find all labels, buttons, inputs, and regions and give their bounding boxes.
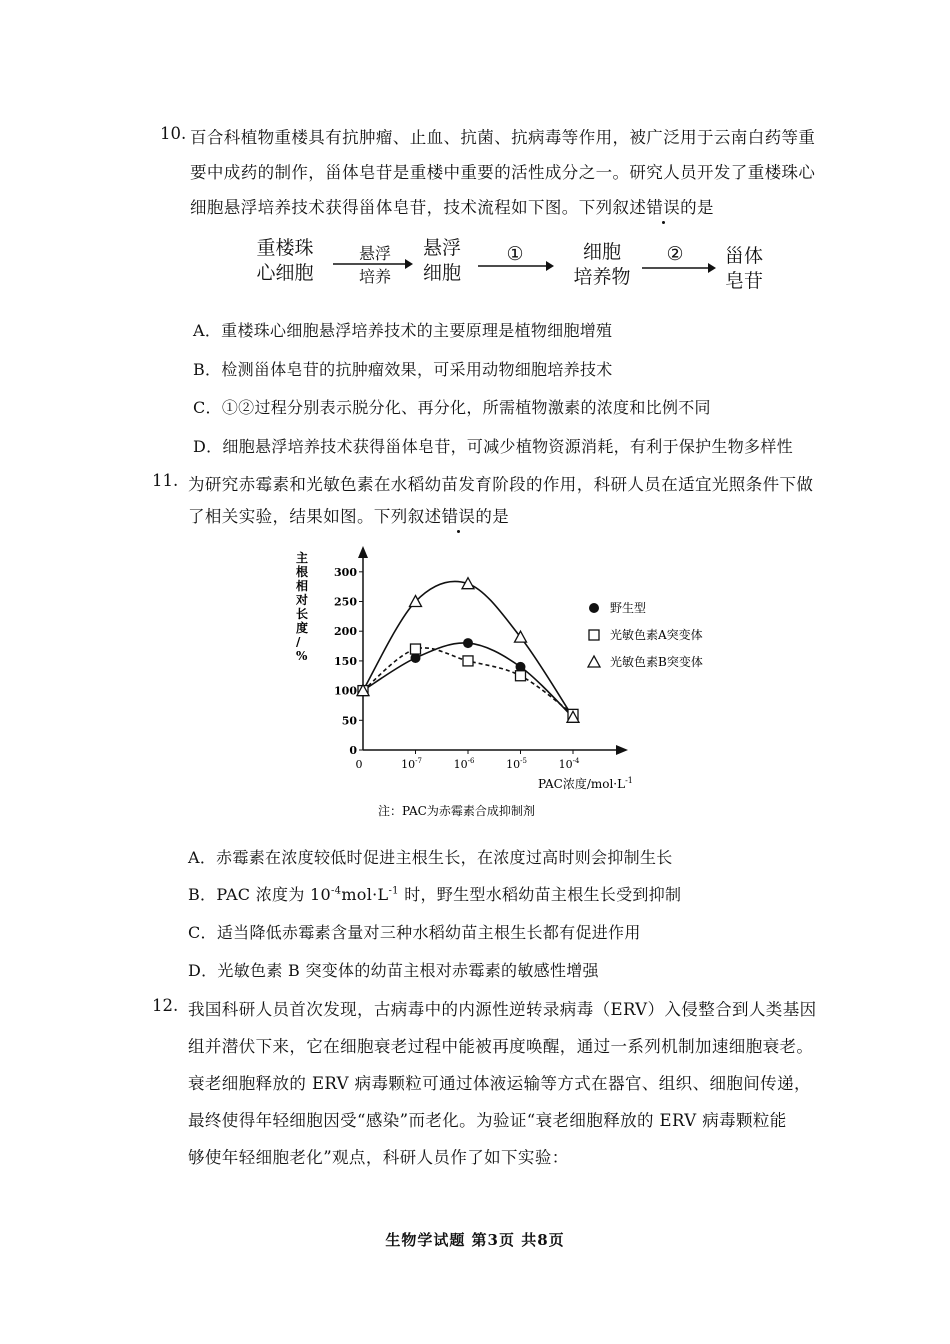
q11-option-d: D．光敏色素 B 突变体的幼苗主根对赤霉素的敏感性增强 bbox=[188, 961, 599, 980]
q10-option-a: A．重楼珠心细胞悬浮培养技术的主要原理是植物细胞增殖 bbox=[193, 321, 613, 340]
chart-y-label bbox=[295, 550, 308, 663]
flow-node-2-line2: 细胞 bbox=[422, 262, 461, 284]
series-line bbox=[363, 581, 573, 717]
data-point bbox=[463, 656, 473, 666]
flow-node-3-line1: 细胞 bbox=[582, 241, 621, 263]
flow-arrow-3-label: ② bbox=[666, 243, 684, 265]
chart-x-label: PAC浓度$/mol\cdot L^{-1}$ bbox=[538, 776, 633, 791]
q11-line-1: 为研究赤霉素和光敏色素在水稻幼苗发育阶段的作用，科研人员在适宜光照条件下做 bbox=[188, 475, 814, 494]
flow-node-3 bbox=[562, 240, 642, 290]
q11-option-a: A．赤霉素在浓度较低时促进主根生长，在浓度过高时则会抑制生长 bbox=[188, 848, 673, 867]
q10-number: 10. bbox=[160, 124, 187, 143]
data-point bbox=[516, 671, 526, 681]
data-point bbox=[411, 644, 421, 654]
flow-arrow-2-label: ① bbox=[506, 243, 524, 265]
q10-option-c: C．①②过程分别表示脱分化、再分化，所需植物激素的浓度和比例不同 bbox=[193, 398, 711, 417]
flow-node-2-line1: 悬浮 bbox=[422, 237, 461, 259]
q10-emphasis: 错误 bbox=[646, 198, 681, 217]
x-tick-label: 0 bbox=[355, 758, 363, 771]
q12-line-5: 够使年轻细胞老化”观点，科研人员作了如下实验： bbox=[188, 1148, 569, 1167]
page-footer: 生物学试题 第3页 共8页 bbox=[385, 1231, 565, 1249]
root-length-chart bbox=[290, 540, 750, 830]
legend-label: 光敏色素B突变体 bbox=[610, 655, 703, 669]
chart-x-label-sup: -1 bbox=[625, 776, 633, 785]
q11-option-b-mid: mol·L bbox=[341, 885, 389, 904]
q11-option-c: C．适当降低赤霉素含量对三种水稻幼苗主根生长都有促进作用 bbox=[188, 923, 641, 942]
flow-arrow-1-bottom: 培养 bbox=[358, 267, 391, 286]
q10-option-b: B．检测甾体皂苷的抗肿瘤效果，可采用动物细胞培养技术 bbox=[193, 360, 613, 379]
q12-number: 12. bbox=[152, 996, 179, 1015]
flow-node-4-line1: 甾体 bbox=[724, 245, 763, 267]
legend-marker bbox=[589, 630, 599, 640]
legend-marker bbox=[588, 656, 600, 667]
flow-arrow-1 bbox=[333, 258, 413, 270]
x-tick-label: $10^{-6}$ bbox=[453, 757, 475, 771]
flow-node-1-line1: 重楼珠 bbox=[256, 237, 314, 259]
q11-option-b-pre: B．PAC 浓度为 10 bbox=[188, 885, 331, 904]
q11-line-2-text: 了相关实验，结果如图。下列叙述 bbox=[188, 507, 442, 526]
flow-arrow-3 bbox=[642, 262, 716, 274]
q11-option-b-post: 时，野生型水稻幼苗主根生长受到抑制 bbox=[398, 885, 682, 904]
q10-line-3-text: 细胞悬浮培养技术获得甾体皂苷，技术流程如下图。下列叙述 bbox=[190, 198, 647, 217]
x-tick-label: $10^{-5}$ bbox=[506, 757, 527, 771]
flow-arrow-1-top: 悬浮 bbox=[358, 244, 391, 263]
x-tick-label: $10^{-7}$ bbox=[401, 757, 422, 771]
flow-node-1 bbox=[250, 236, 320, 286]
q10-line-3 bbox=[190, 194, 714, 218]
q11-number: 11. bbox=[152, 471, 179, 490]
flow-node-3-line2: 培养物 bbox=[573, 266, 631, 288]
flow-arrow-2 bbox=[478, 260, 554, 272]
y-axis-arrow bbox=[358, 546, 368, 558]
legend-label: 野生型 bbox=[610, 601, 647, 615]
flow-node-2 bbox=[416, 236, 468, 286]
y-tick-label: 150 bbox=[334, 654, 357, 668]
legend-marker bbox=[589, 603, 599, 613]
data-point bbox=[463, 638, 473, 648]
y-tick-label: 300 bbox=[334, 565, 357, 579]
y-tick-label: 0 bbox=[349, 744, 357, 757]
q11-option-b-sup2: -1 bbox=[388, 885, 399, 897]
flow-node-4-line2: 皂苷 bbox=[724, 270, 763, 292]
chart-note: 注：PAC为赤霉素合成抑制剂 bbox=[378, 804, 535, 818]
q11-option-b bbox=[188, 882, 681, 905]
q10-tail: 的是 bbox=[680, 198, 714, 217]
q11-emphasis: 错误 bbox=[441, 507, 476, 526]
q12-line-3: 衰老细胞释放的 ERV 病毒颗粒可通过体液运输等方式在器官、组织、细胞间传递， bbox=[188, 1074, 811, 1093]
y-tick-label: 250 bbox=[334, 595, 357, 609]
q12-line-4: 最终使得年轻细胞因受“感染”而老化。为验证“衰老细胞释放的 ERV 病毒颗粒能 bbox=[188, 1111, 787, 1130]
q12-line-1: 我国科研人员首次发现，古病毒中的内源性逆转录病毒（ERV）入侵整合到人类基因 bbox=[188, 1000, 817, 1019]
y-tick-label: 200 bbox=[334, 625, 357, 639]
q10-line-2: 要中成药的制作，甾体皂苷是重楼中重要的活性成分之一。研究人员开发了重楼珠心 bbox=[190, 163, 816, 182]
x-tick-label: $10^{-4}$ bbox=[558, 757, 580, 771]
series-line bbox=[363, 643, 573, 717]
q10-line-1: 百合科植物重楼具有抗肿瘤、止血、抗菌、抗病毒等作用，被广泛用于云南白药等重 bbox=[190, 128, 816, 147]
legend-label: 光敏色素A突变体 bbox=[610, 628, 703, 642]
q11-line-2 bbox=[188, 503, 509, 527]
flow-node-4 bbox=[718, 244, 770, 294]
y-tick-label: 50 bbox=[341, 714, 357, 728]
y-tick-label: 100 bbox=[334, 684, 357, 698]
q11-tail: 的是 bbox=[475, 507, 510, 526]
q11-option-b-sup1: -4 bbox=[330, 885, 342, 897]
q10-option-d: D．细胞悬浮培养技术获得甾体皂苷，可减少植物资源消耗，有利于保护生物多样性 bbox=[193, 437, 793, 456]
q12-line-2: 组并潜伏下来，它在细胞衰老过程中能被再度唤醒，通过一系列机制加速细胞衰老。 bbox=[188, 1037, 814, 1056]
x-axis-arrow bbox=[616, 745, 628, 755]
flow-node-1-line2: 心细胞 bbox=[256, 262, 314, 284]
chart-y-label-text: 主根相对长度/ % bbox=[296, 551, 309, 663]
